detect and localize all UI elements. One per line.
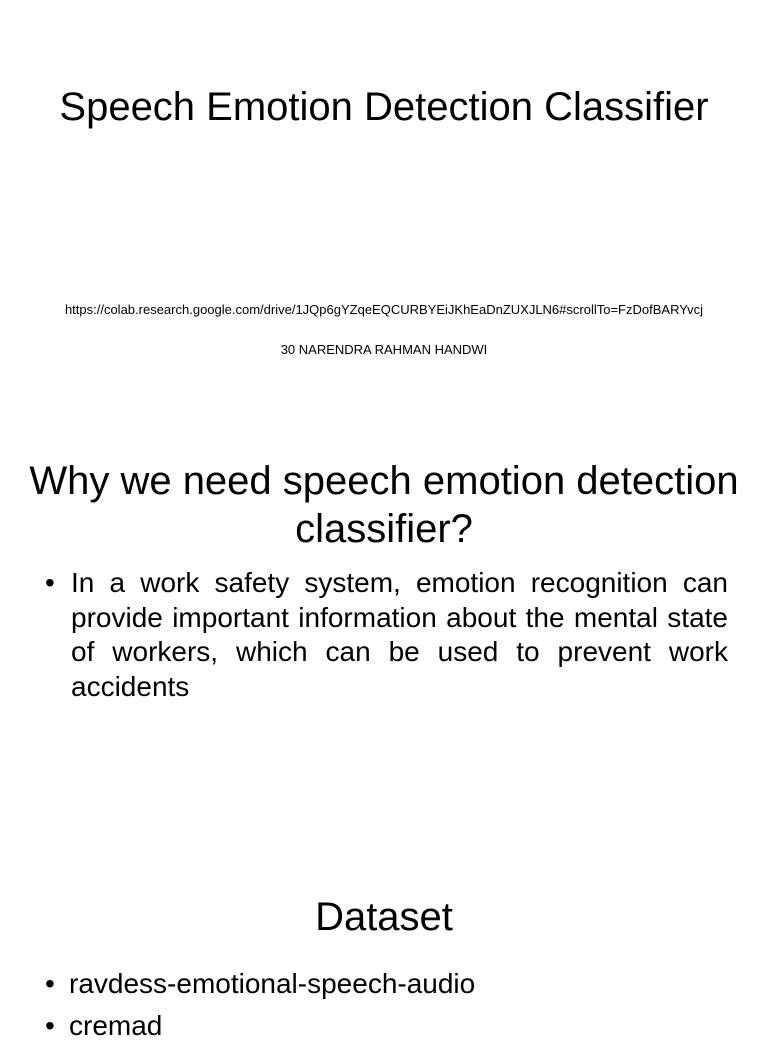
bullet-item	[45, 963, 728, 1005]
bullet-icon: •	[45, 1010, 55, 1041]
bullet-item	[45, 1005, 728, 1047]
bullet-icon: •	[45, 968, 55, 999]
slide-2-bullet-list	[45, 566, 728, 704]
bullet-item	[45, 566, 728, 704]
bullet-text: ravdess-emotional-speech-audio	[69, 968, 476, 999]
colab-link[interactable]: https://colab.research.google.com/drive/1JQp6gYZqeEQCURBYEiJKhEaDnZUXJLN6#scrollTo=FzDofBARYvcj	[64, 302, 704, 317]
slide-3-title: Dataset	[315, 895, 453, 939]
slide-3-bullet-list	[45, 963, 728, 1047]
bullet-text: In a work safety system, emotion recognition can provide important information about the mental state of workers, which can be used to prevent work accidents	[71, 567, 728, 702]
bullet-text: cremad	[69, 1010, 163, 1041]
author-line: 30 NARENDRA RAHMAN HANDWI	[280, 342, 488, 357]
slide-2-title: Why we need speech emotion detection classifier?	[29, 459, 739, 551]
bullet-icon: •	[45, 567, 55, 598]
slide-1-title: Speech Emotion Detection Classifier	[59, 85, 709, 129]
